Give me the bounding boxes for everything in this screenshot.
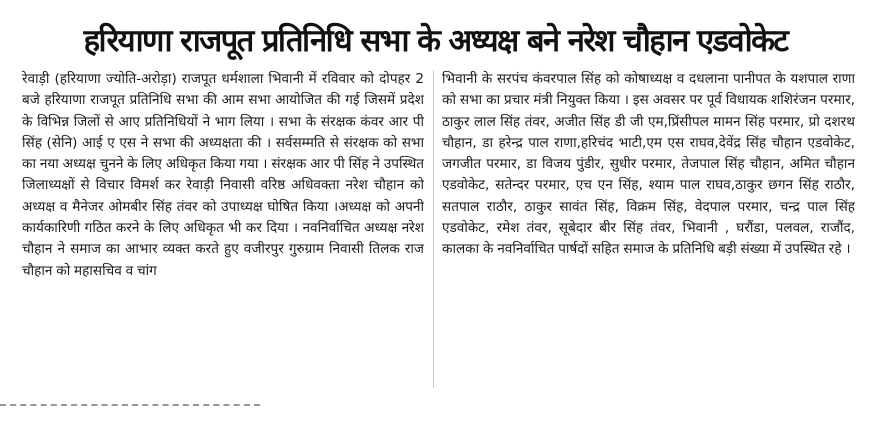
clipping-bottom-rule — [0, 404, 260, 406]
article-body-left-column: रेवाड़ी (हरियाणा ज्योति-अरोड़ा) राजपूत धर्मशाला भिवानी में रविवार को दोपहर 2 बजे हरियाणा राजपूत प्रतिनिधि सभा की आम सभा आयोजित की गई जिसमें प्रदेश के विभिन्न जिलों से आए प्रतिनिधियों ने भाग लिया । सभा के संरक्षक कंवर आर पी सिंह (सेनि) आई ए एस ने सभा की अध्यक्षता की । सर्वसम्मति से संरक्षक को सभा का नया अध्यक्ष चुनने के लिए अधिकृत किया गया । संरक्षक आर पी सिंह ने उपस्थित जिलाध्यक्षों से विचार विमर्श कर रेवाड़ी निवासी वरिष्ठ अधिवक्ता नरेश चौहान को अध्यक्ष व मैनेजर ओमबीर सिंह तंवर को उपाध्यक्ष घोषित किया ।अध्यक्ष को अपनी कार्यकारिणी गठित करने के लिए अधिकृत भी कर दिया । नवनिर्वाचित अध्यक्ष नरेश चौहान ने समाज का आभार व्यक्त करते हुए वजीरपुर गुरुग्राम निवासी तिलक राज चौहान को महासचिव व चांग — [22, 71, 424, 279]
cropped-previous-article-edge — [300, 0, 600, 6]
article-headline: हरियाणा राजपूत प्रतिनिधि सभा के अध्यक्ष बने नरेश चौहान एडवोकेट — [83, 23, 788, 59]
column-divider — [433, 70, 434, 388]
article-body-right-column: भिवानी के सरपंच कंवरपाल सिंह को कोषाध्यक्ष व दधलाना पानीपत के यशपाल राणा को सभा का प्रचार मंत्री नियुक्त किया । इस अवसर पर पूर्व विधायक शशिरंजन परमार, ठाकुर लाल सिंह तंवर, अजीत सिंह डी जी एम,प्रिंसीपल मामन सिंह परमार, प्रो दशरथ चौहान, डा हरेन्द्र पाल राणा,हरिचंद भाटी,एम एस राघव,देवेंद्र सिंह चौहान एडवोकेट, जगजीत परमार, डा विजय पुंडीर, सुधीर परमार, तेजपाल सिंह चौहान, अमित चौहान एडवोकेट, सतेन्दर परमार, एच एन सिंह, श्याम पाल राघव,ठाकुर छगन सिंह राठौर, सतपाल राठौर, ठाकुर सावंत सिंह, विक्रम सिंह, वेदपाल परमार, चन्द्र पाल सिंह एडवोकेट, रमेश तंवर, सूबेदार बीर सिंह तंवर, भिवानी , घरौंडा, पलवल, राजौंद, कालका के नवनिर्वाचित पार्षदों सहित समाज के प्रतिनिधि बड़ी संख्या में उपस्थित रहे । — [442, 71, 855, 258]
